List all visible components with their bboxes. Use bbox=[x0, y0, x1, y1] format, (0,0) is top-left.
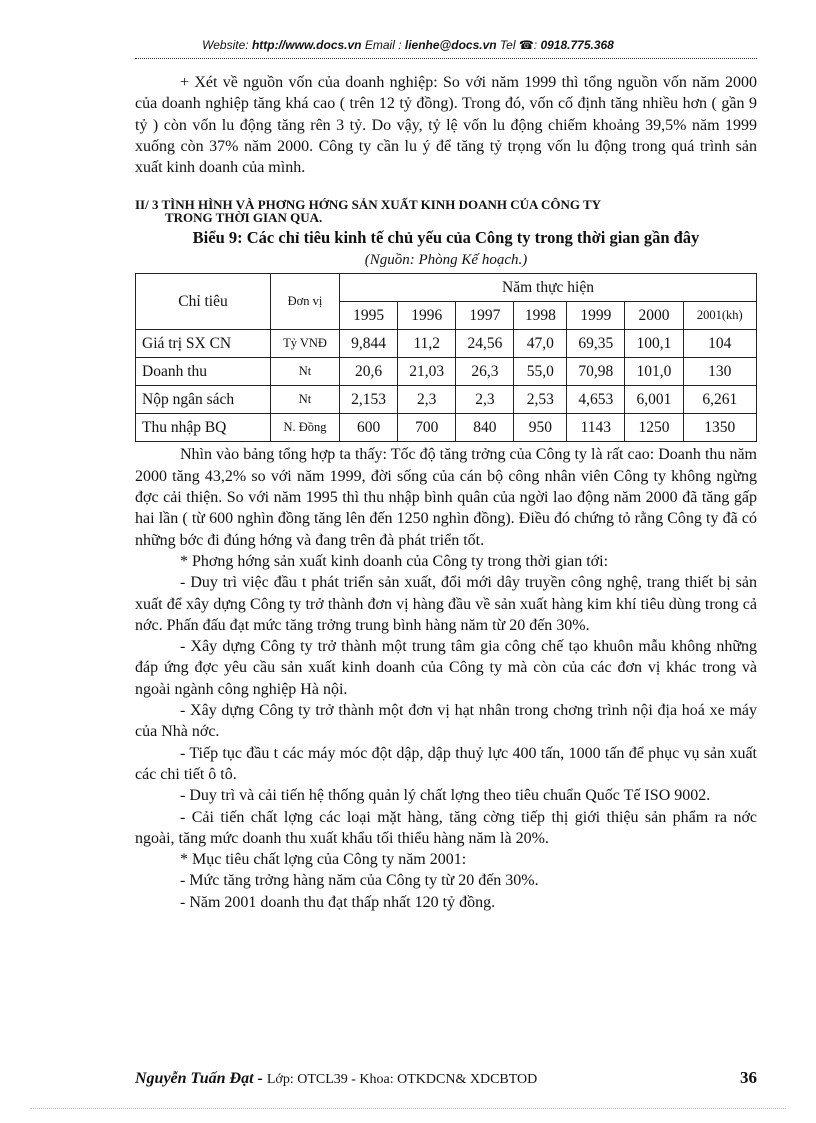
value-cell: 700 bbox=[398, 414, 456, 442]
value-cell: 840 bbox=[456, 414, 514, 442]
table-row bbox=[136, 358, 757, 386]
value-cell: 130 bbox=[683, 358, 756, 386]
value-cell: 55,0 bbox=[514, 358, 567, 386]
row-label: Nộp ngân sách bbox=[136, 386, 271, 414]
paragraph-item: - Mức tăng trởng hàng năm của Công ty từ 20 đến 30%. bbox=[180, 872, 539, 890]
year-cell: 1996 bbox=[398, 302, 456, 330]
footer-divider bbox=[30, 1108, 786, 1109]
value-cell: 1250 bbox=[625, 414, 683, 442]
row-unit: Nt bbox=[271, 386, 340, 414]
page-body bbox=[135, 72, 757, 913]
section-heading-line-1: II/ 3 TÌNH HÌNH VÀ PHƠNG HỚNG SẢN XUẤT KINH DOANH CỦA CÔNG TY bbox=[135, 197, 602, 213]
value-cell: 6,001 bbox=[625, 386, 683, 414]
row-label: Giá trị SX CN bbox=[136, 330, 271, 358]
header-years-group: Năm thực hiện bbox=[340, 274, 757, 302]
footer-author: Nguyễn Tuấn Đạt - bbox=[135, 1070, 267, 1087]
paragraph-quality-heading: * Mục tiêu chất lợng của Công ty năm 2001: bbox=[180, 851, 467, 869]
value-cell: 11,2 bbox=[398, 330, 456, 358]
paragraph-item: - Duy trì việc đầu t phát triển sản xuất, đổi mới dây truyền công nghệ, trang thiết bị sản xuất để xây dựng Công ty trở thành đơn vị hàng đầu về sản xuất hàng kim khí tiêu dùng trong cả nớc. Phấn đấu đạt mức tăng trởng trung bình hàng năm từ 20 đến 30%. bbox=[135, 574, 757, 634]
value-cell: 70,98 bbox=[567, 358, 625, 386]
table-row bbox=[136, 330, 757, 358]
year-cell: 1998 bbox=[514, 302, 567, 330]
year-cell: 1997 bbox=[456, 302, 514, 330]
paragraph-analysis: Nhìn vào bảng tổng hợp ta thấy: Tốc độ tăng trởng của Công ty là rất cao: Doanh thu năm 2000 tăng 43,2% so với năm 1999, đời sống của cán bộ công nhân viên Công ty không ngừng đợc cải thiện. So với năm 1995 thì thu nhập bình quân của ngời lao động năm 2000 đã tăng gấp hai lần ( từ 600 nghìn đồng tăng lên đến 1250 nghìn đồng). Điều đó chứng tỏ rằng Công ty đã có những bớc đi đúng hớng và đang trên đà phát triển tốt. bbox=[135, 446, 757, 549]
table-source: (Nguồn: Phòng Kế hoạch.) bbox=[364, 252, 528, 269]
year-cell: 1999 bbox=[567, 302, 625, 330]
value-cell: 600 bbox=[340, 414, 398, 442]
value-cell: 24,56 bbox=[456, 330, 514, 358]
paragraph-item: - Xây dựng Công ty trở thành một đơn vị hạt nhân trong chơng trình nội địa hoá xe máy của Nhà nớc. bbox=[135, 702, 757, 741]
year-cell: 2001(kh) bbox=[683, 302, 756, 330]
row-unit: Tỷ VNĐ bbox=[271, 330, 340, 358]
value-cell: 2,153 bbox=[340, 386, 398, 414]
section-heading-line-2: TRONG THỜI GIAN QUA. bbox=[165, 210, 323, 226]
value-cell: 2,53 bbox=[514, 386, 567, 414]
value-cell: 21,03 bbox=[398, 358, 456, 386]
value-cell: 2,3 bbox=[456, 386, 514, 414]
paragraph-item: - Duy trì và cải tiến hệ thống quản lý chất lợng theo tiêu chuẩn Quốc Tế ISO 9002. bbox=[180, 787, 711, 805]
page-footer bbox=[135, 1070, 757, 1088]
value-cell: 2,3 bbox=[398, 386, 456, 414]
paragraph-item: - Xây dựng Công ty trở thành một trung tâm gia công chế tạo khuôn mẫu không những đáp ứng đợc yêu cầu sản xuất kinh doanh của Công ty mà còn của các đơn vị khác trong và ngoài ngành công nghiệp Hà nội. bbox=[135, 638, 757, 698]
row-label: Doanh thu bbox=[136, 358, 271, 386]
value-cell: 101,0 bbox=[625, 358, 683, 386]
value-cell: 4,653 bbox=[567, 386, 625, 414]
page-number: 36 bbox=[740, 1068, 757, 1087]
value-cell: 69,35 bbox=[567, 330, 625, 358]
paragraph-direction-heading: * Phơng hớng sản xuất kinh doanh của Công ty trong thời gian tới: bbox=[180, 552, 609, 570]
footer-class-info: Lớp: OTCL39 - Khoa: OTKDCN& XDCBTOD bbox=[266, 1072, 538, 1087]
table-row bbox=[136, 386, 757, 414]
value-cell: 20,6 bbox=[340, 358, 398, 386]
value-cell: 950 bbox=[514, 414, 567, 442]
value-cell: 100,1 bbox=[625, 330, 683, 358]
value-cell: 26,3 bbox=[456, 358, 514, 386]
value-cell: 1143 bbox=[567, 414, 625, 442]
page-header bbox=[0, 38, 816, 52]
table-row bbox=[136, 414, 757, 442]
row-unit: N. Đồng bbox=[271, 414, 340, 442]
value-cell: 6,261 bbox=[683, 386, 756, 414]
tel-label: Tel ☎: bbox=[496, 38, 541, 52]
value-cell: 104 bbox=[683, 330, 756, 358]
tel-number: 0918.775.368 bbox=[540, 38, 614, 52]
header-unit: Đơn vị bbox=[271, 274, 340, 330]
website-link[interactable]: http://www.docs.vn bbox=[251, 38, 362, 52]
row-unit: Nt bbox=[271, 358, 340, 386]
indicators-table bbox=[135, 273, 757, 442]
website-label: Website: bbox=[202, 38, 252, 52]
year-cell: 2000 bbox=[625, 302, 683, 330]
value-cell: 47,0 bbox=[514, 330, 567, 358]
paragraph-item: - Cải tiến chất lợng các loại mặt hàng, tăng cờng tiếp thị giới thiệu sản phẩm ra nớc ngoài, tăng mức doanh thu xuất khẩu tối thiểu hàng năm là 20%. bbox=[135, 808, 757, 847]
email-label: Email : bbox=[361, 38, 405, 52]
paragraph-item: - Tiếp tục đầu t các máy móc đột dập, dập thuỷ lực 400 tấn, 1000 tấn để phục vụ sản xuất các chi tiết ô tô. bbox=[135, 744, 757, 783]
paragraph-item: - Năm 2001 doanh thu đạt thấp nhất 120 tỷ đồng. bbox=[180, 893, 496, 911]
table-caption: Biểu 9: Các chỉ tiêu kinh tế chủ yếu của Công ty trong thời gian gần đây bbox=[192, 228, 700, 248]
header-divider bbox=[135, 58, 757, 59]
email-link[interactable]: lienhe@docs.vn bbox=[404, 38, 497, 52]
row-label: Thu nhập BQ bbox=[136, 414, 271, 442]
table-header-row bbox=[136, 274, 757, 302]
section-heading bbox=[135, 198, 757, 224]
header-indicator: Chỉ tiêu bbox=[136, 274, 271, 330]
value-cell: 1350 bbox=[683, 414, 756, 442]
year-cell: 1995 bbox=[340, 302, 398, 330]
paragraph-capital: + Xét về nguồn vốn của doanh nghiệp: So với năm 1999 thì tổng nguồn vốn năm 2000 của doanh nghiệp tăng khá cao ( trên 12 tỷ đồng). Trong đó, vốn cố định tăng nhiều hơn ( gần 9 tỷ ) còn vốn lu động tăng rên 3 tỷ. Do vậy, tỷ lệ vốn lu động chiếm khoảng 39,5% năm 1999 xuống còn 37% năm 2000. Công ty cần lu ý để tăng tỷ trọng vốn lu động trong quá trình sản xuất kinh doanh của mình. bbox=[135, 74, 757, 177]
value-cell: 9,844 bbox=[340, 330, 398, 358]
